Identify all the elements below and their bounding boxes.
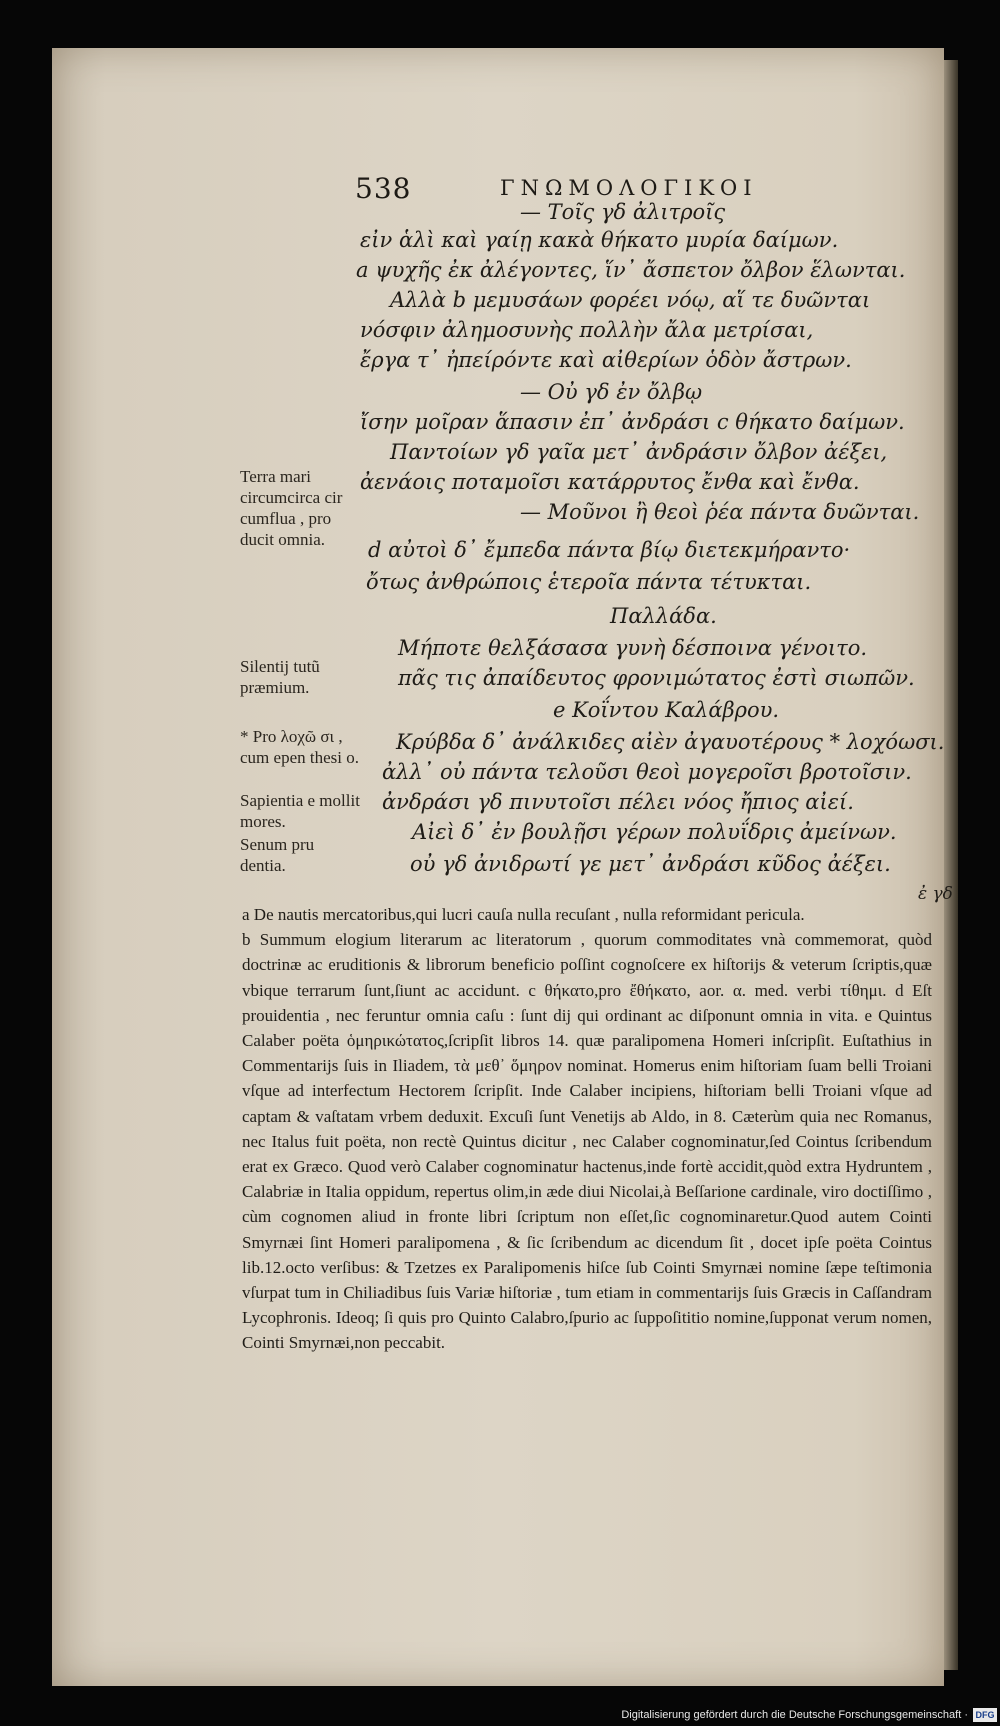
dfg-logo[interactable]: DFG	[973, 1708, 997, 1722]
verse-line: ἀνδράσι γδ πινυτοῖσι πέλει νόος ἤπιος αἰεί.	[382, 790, 854, 814]
verse-line: Κρύβδα δ᾽ ἀνάλκιδες αἰὲν ἀγαυοτέρους * λοχόωσι.	[396, 730, 945, 754]
verse-line: a ψυχῆς ἐκ ἀλέγοντες, ἵν᾽ ἄσπετον ὄλβον ἕλωνται.	[356, 258, 906, 282]
page-edge	[944, 60, 958, 1670]
running-head: ΓΝΩΜΟΛΟΓΙΚΟΙ	[500, 176, 758, 200]
section-heading: Παλλάδα.	[610, 604, 717, 628]
verse-line: — Τοῖς γδ ἀλιτροῖς	[520, 200, 726, 224]
verse-line: Μήποτε θελξάσασα γυνὴ δέσποινα γένοιτο.	[398, 636, 868, 660]
section-heading: e Κοΐντου Καλάβρου.	[553, 698, 780, 722]
page-number: 538	[355, 172, 412, 205]
verse-line: ἀλλ᾽ οὐ πάντα τελοῦσι θεοὶ μογεροῖσι βροτοῖσιν.	[382, 760, 912, 784]
verse-line: ἀενάοις ποταμοῖσι κατάρρυτος ἔνθα καὶ ἔνθα.	[360, 470, 860, 494]
margin-note: * Pro λοχῶ σι , cum epen thesi o.	[240, 727, 359, 767]
margin-note: Silentij tutũ præmium.	[240, 657, 320, 697]
verse-line: Αλλὰ b μεμυσάων φορέει νόῳ, αἵ τε δυῶνται	[390, 288, 871, 312]
verse-line: Παντοίων γδ γαῖα μετ᾽ ἀνδράσιν ὄλβον ἀέξει,	[390, 440, 888, 464]
footer-credit-link[interactable]: Digitalisierung gefördert durch die Deutsche Forschungsgemeinschaft ·	[621, 1709, 968, 1721]
verse-line: εἰν ἁλὶ καὶ γαίῃ κακὰ θήκατο μυρία δαίμων.	[360, 228, 839, 252]
commentary-block	[242, 902, 932, 1356]
verse-line: — Μοῦνοι ἢ θεοὶ ῥέα πάντα δυῶνται.	[520, 500, 920, 524]
verse-line: ἴσην μοῖραν ἅπασιν ἐπ᾽ ἀνδράσι c θήκατο δαίμων.	[360, 410, 905, 434]
commentary-paragraph: b Summum elogium literarum ac literatorum , quorum commoditates vnà commemorat, quòd doctrinæ ac eruditionis & librorum beneficio poſſint cognoſcere ex hiſtorijs & veterum ſcriptis,quæ vbique terrarum ſunt,ſiunt ac accidunt. c θήκατο,pro ἔθήκατο, aor. α. med. verbi τίθημι. d Eſt prouidentia , nec feruntur omnia caſu : ſunt dij qui ordinant ac diſponunt omnia in vita. e Quintus Calaber poëta ὁμηρικώτατος,ſcripſit libros 14. quæ paralipomena Homeri inſcripſit. Euſtathius in Commentarijs ſuis in Iliadem, τὰ μεθ᾽ ὅμηρον nominat. Homerus enim hiſtoriam ſuam belli Troiani vſque ad interfectum Hectorem ſcripſit. Inde Calaber incipiens, hiſtoriam belli Troiani vſque ad captam & vaſtatam vrbem deduxit. Excuſi ſunt Venetijs ab Aldo, in 8. Cæterùm quia nec Romanus, nec Italus fuit poëta, non rectè Quintus dicitur , nec Calaber cognominatur,ſed Cointus ſcribendum erat ex Græco. Quod verò Calaber cognominatur hactenus,inde fortè accidit,quòd extra Hydruntem , Calabriæ in Italia oppidum, repertus olim,in æde diui Nicolai,à Beſſarione cardinale, viro doctiſſimo , cùm cognomen aliud in fronte libri ſcriptum non eſſet,ſic cognominaretur.Quod autem Cointi Smyrnæi ſint Homeri paralipomena , & ſic ſcribendum ac dicendum ſit , docet ipſe poëta Cointus lib.12.octo verſibus: & Tzetzes ex Paralipomenis hiſce ſub Cointi Smyrnæi nomine ſæpe teſtimonia vſurpat tum in Chiliadibus ſuis Variæ hiſtoriæ , tum etiam in commentarijs ſuis Græcis in Caſſandram Lycophronis. Ideoq; ſi quis pro Quinto Calabro,ſpurio ac ſuppoſititio nomine,ſupponat verum nomen, Cointi Smyrnæi,non peccabit.	[242, 930, 932, 1353]
commentary-paragraph: a De nautis mercatoribus,qui lucri cauſa nulla recuſant , nulla reformidant pericula.	[242, 905, 805, 924]
verse-line: ὄτως ἀνθρώποις ἑτεροῖα πάντα τέτυκται.	[366, 570, 812, 594]
margin-note: Terra mari circumcirca cir cumflua , pro ducit omnia.	[240, 467, 343, 549]
verse-line: ἔργα τ᾽ ἠπείρόντε καὶ αἰθερίων ὁδὸν ἄστρων.	[360, 348, 852, 372]
verse-line: — Οὐ γδ ἐν ὄλβῳ	[520, 380, 703, 404]
verse-line: πᾶς τις ἀπαίδευτος φρονιμώτατος ἐστὶ σιωπῶν.	[398, 666, 915, 690]
verse-line: d αὐτοὶ δ᾽ ἔμπεδα πάντα βίῳ διετεκμήραντο·	[368, 538, 851, 562]
catchword: ἐ γδ	[918, 884, 953, 904]
footer-bar	[0, 1706, 1000, 1726]
verse-line: νόσφιν ἀλημοσυνὴς πολλὴν ἄλα μετρίσαι,	[360, 318, 814, 342]
verse-line: Αἰεὶ δ᾽ ἐν βουλῇσι γέρων πολυΐδρις ἀμείνων.	[412, 820, 897, 844]
margin-note: Sapientia e mollit mores.	[240, 791, 360, 831]
verse-line: οὐ γδ ἀνιδρωτί γε μετ᾽ ἀνδράσι κῦδος ἀέξει.	[410, 852, 891, 876]
margin-note: Senum pru dentia.	[240, 835, 315, 875]
page-header	[355, 172, 825, 205]
